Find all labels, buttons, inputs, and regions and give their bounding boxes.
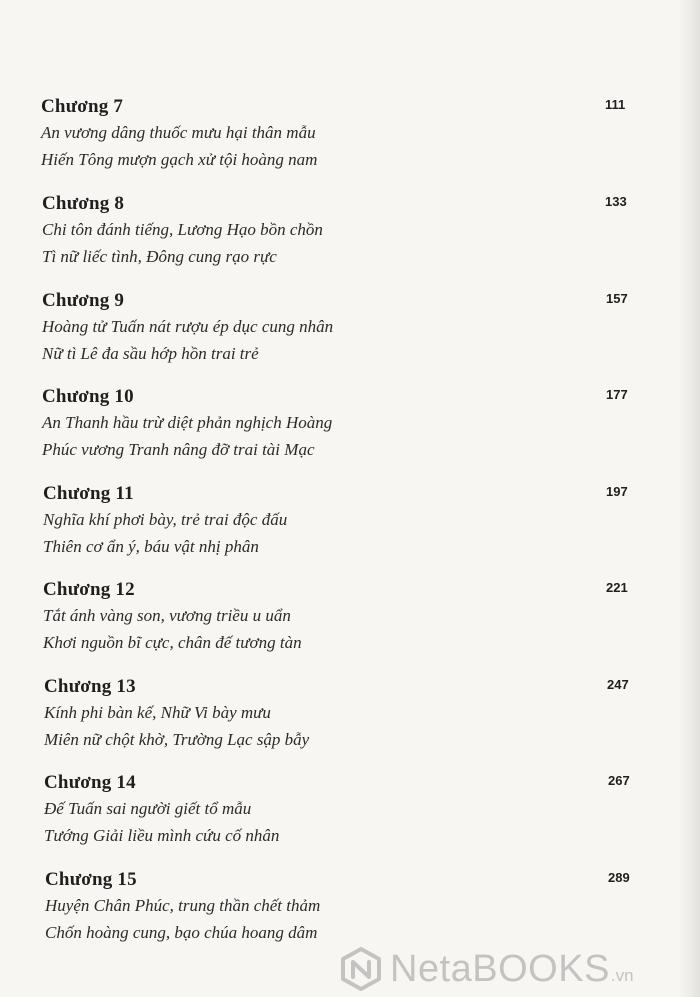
watermark-brand-text: NetaBOOKS bbox=[390, 948, 610, 990]
chapter-title: Chương 7 bbox=[41, 96, 124, 117]
toc-entry-chapter-9[interactable] bbox=[0, 290, 700, 380]
chapter-subtitle-line-1: Chi tôn đánh tiếng, Lương Hạo bồn chồn bbox=[42, 220, 323, 239]
toc-entry-chapter-14[interactable] bbox=[0, 772, 700, 862]
chapter-title: Chương 15 bbox=[45, 869, 137, 890]
page-number: 157 bbox=[606, 291, 628, 306]
chapter-subtitle-line-2: Thiên cơ ẩn ý, báu vật nhị phân bbox=[43, 537, 259, 556]
chapter-subtitle-line-1: Huyện Chân Phúc, trung thần chết thảm bbox=[45, 896, 321, 915]
chapter-subtitle-line-1: An Thanh hầu trừ diệt phản nghịch Hoàng bbox=[42, 413, 333, 432]
chapter-subtitle-line-2: Tướng Giải liều mình cứu cố nhân bbox=[44, 826, 280, 845]
page-number: 289 bbox=[608, 870, 630, 885]
chapter-subtitle-line-2: Chốn hoàng cung, bạo chúa hoang dâm bbox=[45, 923, 318, 942]
chapter-subtitle-line-2: Nữ tì Lê đa sầu hớp hồn trai trẻ bbox=[42, 344, 259, 363]
chapter-subtitle-line-1: Hoàng tử Tuấn nát rượu ép dục cung nhân bbox=[42, 317, 334, 336]
chapter-title: Chương 14 bbox=[44, 772, 136, 793]
netabooks-logo-icon bbox=[338, 946, 384, 992]
chapter-subtitle-line-1: Kính phi bàn kế, Nhữ Vi bày mưu bbox=[44, 703, 271, 722]
chapter-subtitle-line-1: An vương dâng thuốc mưu hại thân mẫu bbox=[41, 123, 316, 142]
watermark-domain-suffix: .vn bbox=[610, 966, 634, 985]
chapter-subtitle-line-1: Đế Tuấn sai người giết tổ mẫu bbox=[44, 799, 252, 818]
toc-entry-chapter-8[interactable] bbox=[0, 193, 700, 283]
page-number: 197 bbox=[606, 484, 628, 499]
chapter-subtitle-line-1: Nghĩa khí phơi bày, trẻ trai độc đấu bbox=[43, 510, 288, 529]
page-number: 221 bbox=[606, 580, 628, 595]
chapter-subtitle-line-1: Tắt ánh vàng son, vương triều u uẩn bbox=[43, 606, 291, 625]
chapter-subtitle-line-2: Hiến Tông mượn gạch xử tội hoàng nam bbox=[41, 150, 318, 169]
toc-entry-chapter-10[interactable] bbox=[0, 386, 700, 476]
page-number: 133 bbox=[605, 194, 627, 209]
toc-entry-chapter-7[interactable] bbox=[0, 96, 700, 186]
chapter-title: Chương 13 bbox=[44, 676, 136, 697]
chapter-subtitle-line-2: Khơi nguồn bĩ cực, chân đế tương tàn bbox=[43, 633, 302, 652]
chapter-title: Chương 10 bbox=[42, 386, 134, 407]
page-number: 247 bbox=[607, 677, 629, 692]
chapter-title: Chương 8 bbox=[42, 193, 125, 214]
toc-entry-chapter-12[interactable] bbox=[0, 579, 700, 669]
chapter-subtitle-line-2: Miên nữ chột khờ, Trường Lạc sập bẫy bbox=[44, 730, 310, 749]
toc-entry-chapter-11[interactable] bbox=[0, 483, 700, 573]
chapter-title: Chương 12 bbox=[43, 579, 135, 600]
chapter-title: Chương 9 bbox=[42, 290, 125, 311]
page-number: 111 bbox=[605, 97, 626, 112]
netabooks-watermark bbox=[338, 944, 680, 994]
chapter-subtitle-line-2: Phúc vương Tranh nâng đỡ trai tài Mạc bbox=[42, 440, 315, 459]
page-number: 177 bbox=[606, 387, 628, 402]
toc-entry-chapter-13[interactable] bbox=[0, 676, 700, 766]
page-number: 267 bbox=[608, 773, 630, 788]
chapter-title: Chương 11 bbox=[43, 483, 134, 504]
chapter-subtitle-line-2: Tì nữ liếc tình, Đông cung rạo rực bbox=[42, 247, 277, 266]
